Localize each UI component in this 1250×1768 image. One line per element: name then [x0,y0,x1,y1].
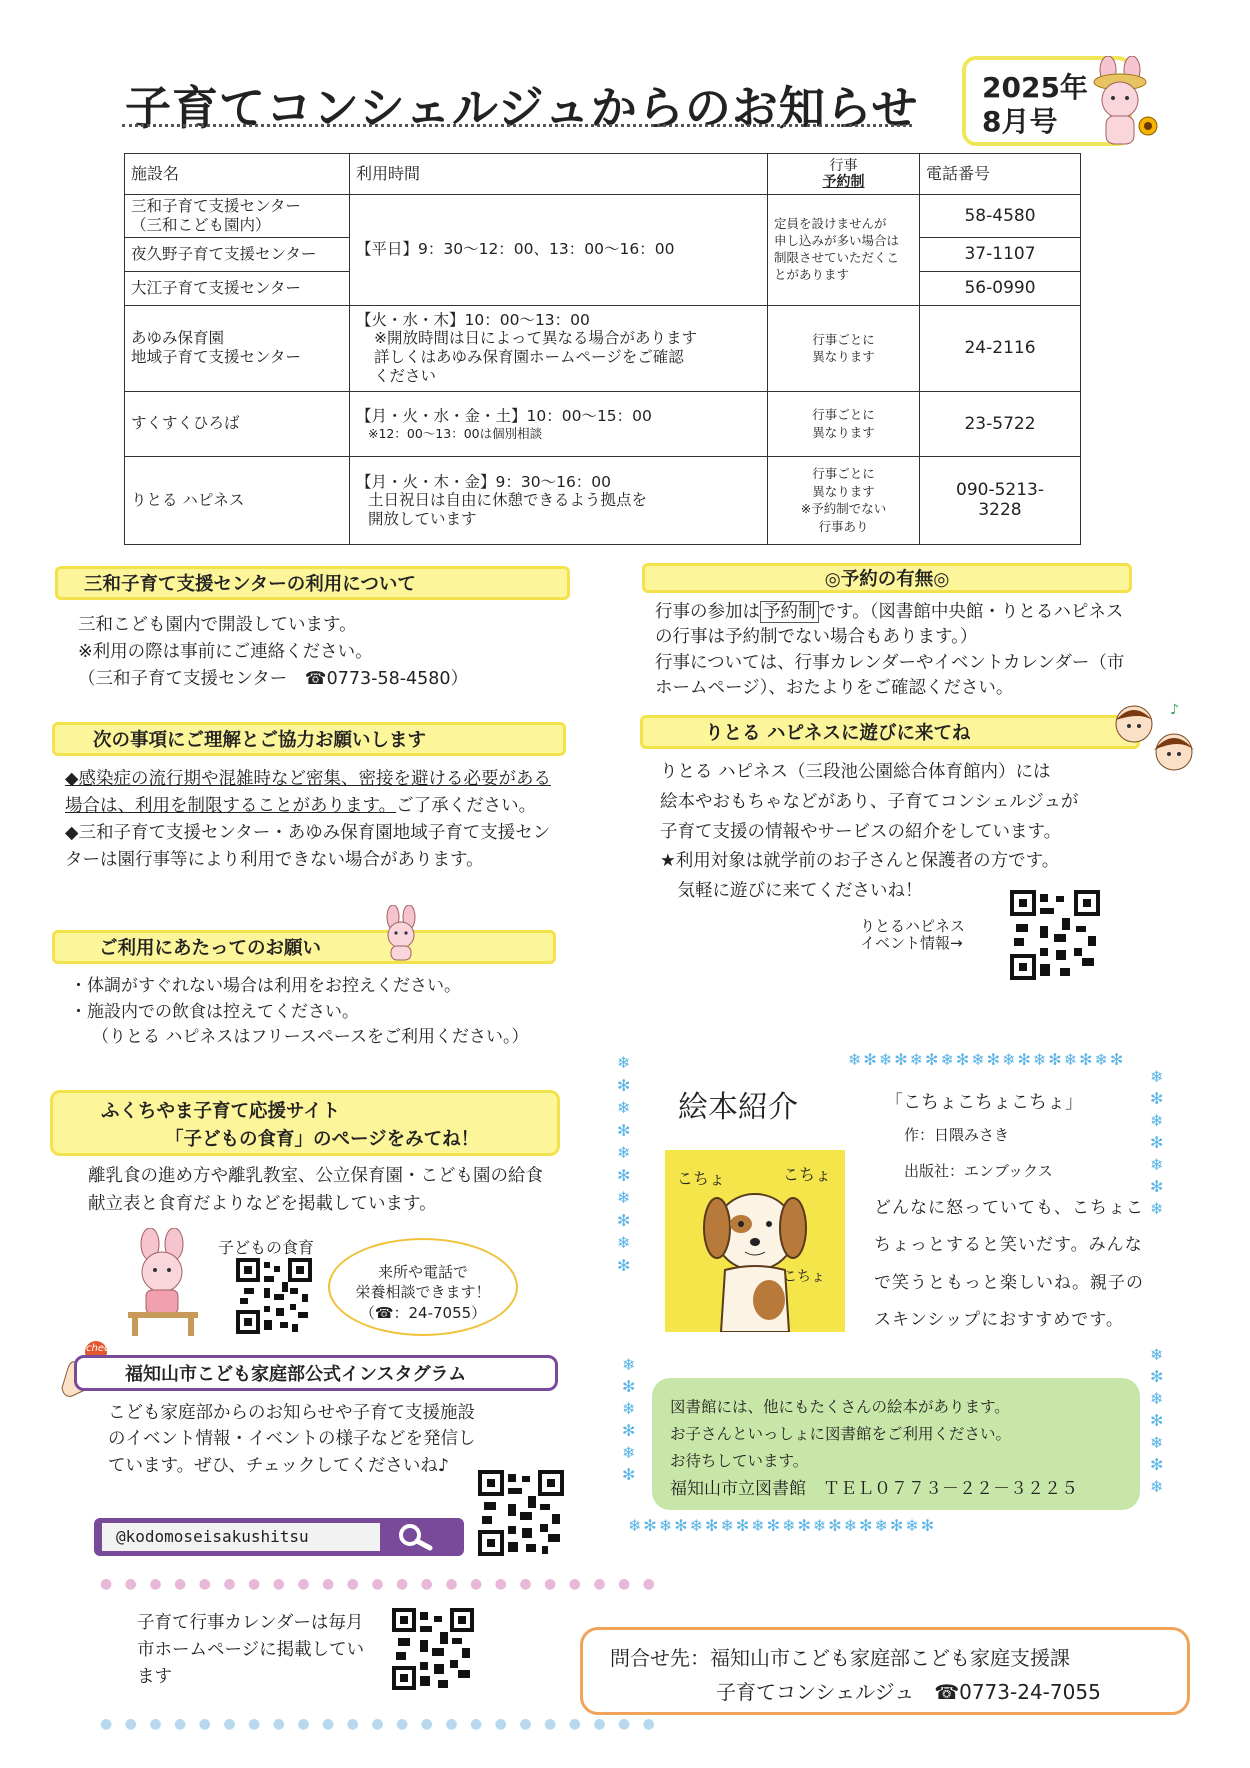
table-row [125,391,1081,456]
book-publisher: 出版社：エンブックス [904,1162,1053,1180]
facility-event: 行事ごとに 異なります ※予約制でない 行事あり [768,456,920,544]
search-icon[interactable] [396,1522,436,1552]
picture-book-heading: 絵本紹介 [678,1090,798,1125]
book-description: どんなに怒っていても、こちょこちょっとすると笑いだす。みんなで笑うともっと楽しいね。親子のスキンシップにおすすめです。 [874,1198,1144,1331]
issue-year: 2025年 [982,71,1088,104]
facility-event: 行事ごとに 異なります [768,305,920,391]
facility-phone: 24-2116 [920,305,1081,391]
food-qr-label: 子どもの食育 [218,1238,315,1257]
facility-phone: 090-5213- 3228 [920,456,1081,544]
dots-decoration: ● ● ● ● ● ● ● ● ● ● ● ● ● ● ● ● ● ● ● ● ● ● ● [100,1716,659,1732]
snowflake-border: ❄ ✻ ❄ ✻ ❄ ✻ ❄ [1150,1345,1164,1496]
cooperate-text: ◆感染症の流行期や混雑時など密集、密接を避ける必要がある場合は、利用を制限することがあります。ご了承ください。 ◆三和子育て支援センター・あゆみ保育園地域子育て支援センターは園行事等により利用できない場合があります。 [65,769,551,871]
qr-code-icon[interactable] [392,1608,474,1690]
cover-word: こちょ [783,1269,825,1285]
facility-name: あゆみ保育園 地域子育て支援センター [125,305,350,391]
header-phone: 電話番号 [920,154,1081,195]
bunny-eating-icon [118,1228,208,1338]
table-row [125,194,1081,237]
bunny-icon [378,905,424,961]
usage-heading: ご利用にあたってのお願い [52,930,556,964]
facility-phone: 37-1107 [920,238,1081,272]
sanwa-heading: 三和子育て支援センターの利用について [55,566,570,600]
facility-hours: 【月・火・水・金・土】10：00～15：00 ※12：00～13：00は個別相談 [350,391,768,456]
facility-name: すくすくひろば [125,391,350,456]
facility-phone: 56-0990 [920,271,1081,305]
nutrition-consult-bubble: 来所や電話で 栄養相談できます！ （☎：24-7055） [328,1238,518,1336]
calendar-text: 子育て行事カレンダーは毎月市ホームページに掲載しています [137,1613,365,1688]
header-event-reservation: 行事 予約制 [768,154,920,195]
facility-table [124,153,1081,545]
header-facility-name: 施設名 [125,154,350,195]
facility-hours: 【火・水・木】10：00～13：00 ※開放時間は日によって異なる場合があります 詳しくはあゆみ保育園ホームページをご確認 ください [350,305,768,391]
book-author: 作：日隈みさき [904,1126,1010,1144]
facility-name: りとる ハピネス [125,456,350,544]
facility-name: 三和子育て支援センター （三和こども園内） [125,194,350,237]
facility-event: 行事ごとに 異なります [768,391,920,456]
cover-word: こちょ [677,1169,726,1188]
facility-hours: 【月・火・木・金】9：30～16：00 土日祝日は自由に休憩できるよう拠点を 開放しています [350,456,768,544]
instagram-heading: 福知山市こども家庭部公式インスタグラム [74,1355,558,1391]
little-happiness-text: りとる ハピネス（三段池公園総合体育館内）には 絵本やおもちゃなどがあり、子育てコンシェルジュが 子育て支援の情報やサービスの紹介をしています。 ★利用対象は就学前のお子さんと保護者の方です。 気軽に遊びに来てくださいね！ [660,762,1079,901]
check-badge: check [86,1343,116,1354]
reservation-text: 行事の参加は 予約制 です。（図書館中央館・りとるハピネスの行事は予約制でない場合もあります。） 行事については、行事カレンダーやイベントカレンダー（市ホームページ）、おたよりをご確認ください。 [655,602,1125,699]
shared-event-note: 定員を設けませんが 申し込みが多い場合は 制限させていただくこ とがあります [768,194,920,305]
contact-phone: 子育てコンシェルジュ ☎0773-24-7055 [716,1680,1101,1704]
svg-text:♪: ♪ [1170,702,1179,718]
library-info: 図書館には、他にもたくさんの絵本があります。 お子さんといっしょに図書館をご利用ください。 お待ちしています。 福知山市立図書館 ＴＥＬ０７７３－２２－３２２５ [652,1378,1140,1510]
facility-name: 夜久野子育て支援センター [125,238,350,272]
facility-name: 大江子育て支援センター [125,271,350,305]
snowflake-border: ❄✻❄✻❄✻❄✻❄✻❄✻❄✻❄✻❄✻❄✻ [628,1516,937,1535]
instagram-text: こども家庭部からのお知らせや子育て支援施設のイベント情報・イベントの様子などを発信しています。ぜひ、チェックしてくださいね♪ [108,1403,476,1476]
snowflake-border: ❄ ✻ ❄ ✻ ❄ ✻ ❄ ✻ ❄ ✻ [617,1053,631,1275]
dots-decoration: ● ● ● ● ● ● ● ● ● ● ● ● ● ● ● ● ● ● ● ● ● ● ● [100,1576,659,1592]
book-title: 「こちょこちょこちょ」 [885,1092,1083,1113]
shared-hours: 【平日】9：30～12：00、13：00～16：00 [350,194,768,305]
book-cover [665,1150,845,1332]
cooperate-heading: 次の事項にご理解とご協力お願いします [52,722,566,756]
contact-department: 問合せ先：福知山市こども家庭部こども家庭支援課 [610,1646,1070,1670]
reservation-heading: ◎予約の有無◎ [642,563,1132,593]
bunny-girl-icon [1080,56,1160,148]
issue-month: 8月号 [982,105,1058,138]
page-title: 子育てコンシェルジュからのお知らせ [125,81,919,135]
food-site-text: 離乳食の進め方や離乳教室、公立保育園・こども園の給食献立表と食育だよりなどを掲載しています。 [88,1166,543,1214]
header-hours: 利用時間 [350,154,768,195]
cover-word: こちょ [783,1165,832,1184]
qr-code-icon[interactable] [236,1258,312,1334]
snowflake-border: ❄✻❄✻❄✻❄✻❄✻❄✻❄✻❄✻❄✻ [848,1050,1126,1069]
facility-phone: 58-4580 [920,194,1081,237]
table-row [125,456,1081,544]
table-row [125,305,1081,391]
qr-code-icon[interactable] [478,1470,564,1556]
little-happiness-heading: りとる ハピネスに遊びに来てね [640,715,1140,749]
snowflake-border: ❄ ✻ ❄ ✻ ❄ ✻ [622,1355,636,1484]
qr-code-icon[interactable] [1010,890,1100,980]
snowflake-border: ❄ ✻ ❄ ✻ ❄ ✻ ❄ [1150,1067,1164,1218]
instagram-handle[interactable]: @kodomoseisakushitsu [102,1523,380,1551]
food-site-heading: ふくちやま子育て応援サイト 「子どもの食育」のページをみてね！ [50,1090,560,1156]
usage-text: ・体調がすぐれない場合は利用をお控えください。 ・施設内での飲食は控えてください。 （りとる ハピネスはフリースペースをご利用ください。） [70,976,529,1047]
facility-phone: 23-5722 [920,391,1081,456]
event-info-label: りとるハピネス イベント情報→ [860,917,966,953]
title-underline [122,122,912,127]
sanwa-text: 三和こども園内で開設しています。 ※利用の際は事前にご連絡ください。 （三和子育て支援センター ☎0773-58-4580） [78,615,469,690]
